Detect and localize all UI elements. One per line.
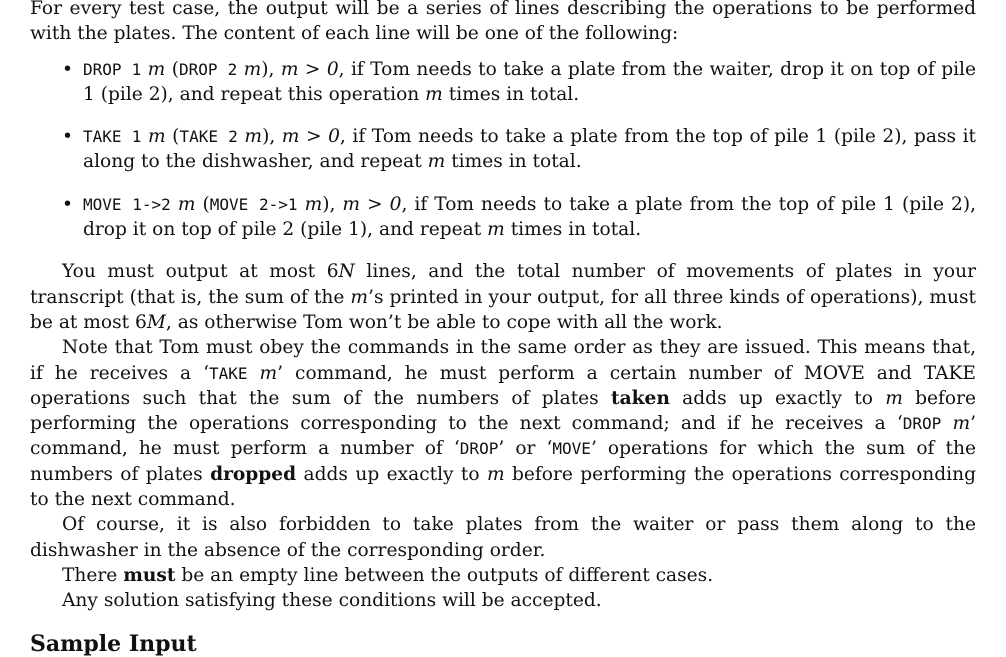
math-var: m <box>885 387 903 409</box>
list-item-drop: • DROP 1 m (DROP 2 m), m > 0, if Tom needs to take a plate from the waiter, drop it on top of pile 1 (pile 2), and repeat this operation m times in total. <box>62 58 976 105</box>
bullet-icon: • <box>62 193 73 215</box>
math-var: m <box>486 463 505 485</box>
bullet-icon: • <box>62 58 73 80</box>
command-code: TAKE <box>209 363 248 383</box>
math-var: m <box>177 193 196 215</box>
math-condition: m > 0 <box>342 193 402 215</box>
math-var: m <box>350 286 369 308</box>
command-code: DROP 2 <box>178 59 238 79</box>
emphasis-must: must <box>123 564 176 586</box>
math-var: m <box>952 413 971 435</box>
command-code: TAKE 1 <box>83 127 142 147</box>
paragraph-accepted: Any solution satisfying these conditions will be accepted. <box>62 590 602 612</box>
command-code: MOVE 1->2 <box>83 194 171 214</box>
command-code: TAKE 2 <box>179 127 238 147</box>
command-code: MOVE <box>552 439 591 459</box>
paragraph-empty-line: There must be an empty line between the outputs of different cases. <box>62 564 714 586</box>
sample-input-heading: Sample Input <box>30 631 197 657</box>
math-var: m <box>304 193 323 215</box>
command-code: DROP 1 <box>83 59 142 79</box>
emphasis-dropped: dropped <box>210 463 297 485</box>
list-item-take: • TAKE 1 m (TAKE 2 m), m > 0, if Tom needs to take a plate from the top of pile 1 (pile 2), pass it along to the dishwasher, and repeat m times in total. <box>62 126 976 173</box>
command-code: DROP <box>459 439 499 459</box>
bullet-icon: • <box>62 126 73 148</box>
paragraph-limits: You must output at most 6N lines, and the total number of movements of plates in your transcript (that is, the sum of the m’s printed in your output, for all three kinds of operations), must be at most 6M, as otherwise Tom won’t be able to cope with all the work. <box>30 261 976 333</box>
math-condition: m > 0 <box>281 126 340 148</box>
math-var: m <box>147 126 166 148</box>
math-var: m <box>243 58 262 80</box>
math-var: N <box>338 261 355 283</box>
output-intro: For every test case, the output will be a series of lines describing the operations to be performed with the plates. The content of each line will be one of the following: <box>30 0 976 45</box>
list-item-move: • MOVE 1->2 m (MOVE 2->1 m), m > 0, if Tom needs to take a plate from the top of pile 1 (pile 2), drop it on top of pile 2 (pile 1), and repeat m times in total. <box>62 193 976 241</box>
emphasis-taken: taken <box>611 387 670 409</box>
math-condition: m > 0 <box>280 58 339 80</box>
paragraph-order: Note that Tom must obey the commands in the same order as they are issued. This means that, if he receives a ‘TAKE m’ command, he must perform a certain number of MOVE and TAKE operations such that the sum of the numbers of plates taken adds up exactly to m before performing the operations corresponding to the next command; and if he receives a ‘DROP m’ command, he must perform a number of ‘DROP’ or ‘MOVE’ operations for which the sum of the numbers of plates dropped adds up exactly to m before performing the operations corresponding to the next command. <box>30 337 976 511</box>
math-var: m <box>425 83 443 105</box>
math-var: m <box>427 151 446 173</box>
math-var: M <box>146 311 166 333</box>
paragraph-forbidden: Of course, it is also forbidden to take plates from the waiter or pass them along to the dishwasher in the absence of the corresponding order. <box>30 514 976 561</box>
command-code: DROP <box>902 414 942 434</box>
math-var: m <box>244 126 263 148</box>
math-var: m <box>487 219 505 241</box>
command-code: MOVE 2->1 <box>209 194 298 214</box>
math-var: m <box>259 362 278 384</box>
math-var: m <box>147 58 166 80</box>
problem-statement <box>30 0 976 614</box>
operations-list <box>30 57 976 243</box>
